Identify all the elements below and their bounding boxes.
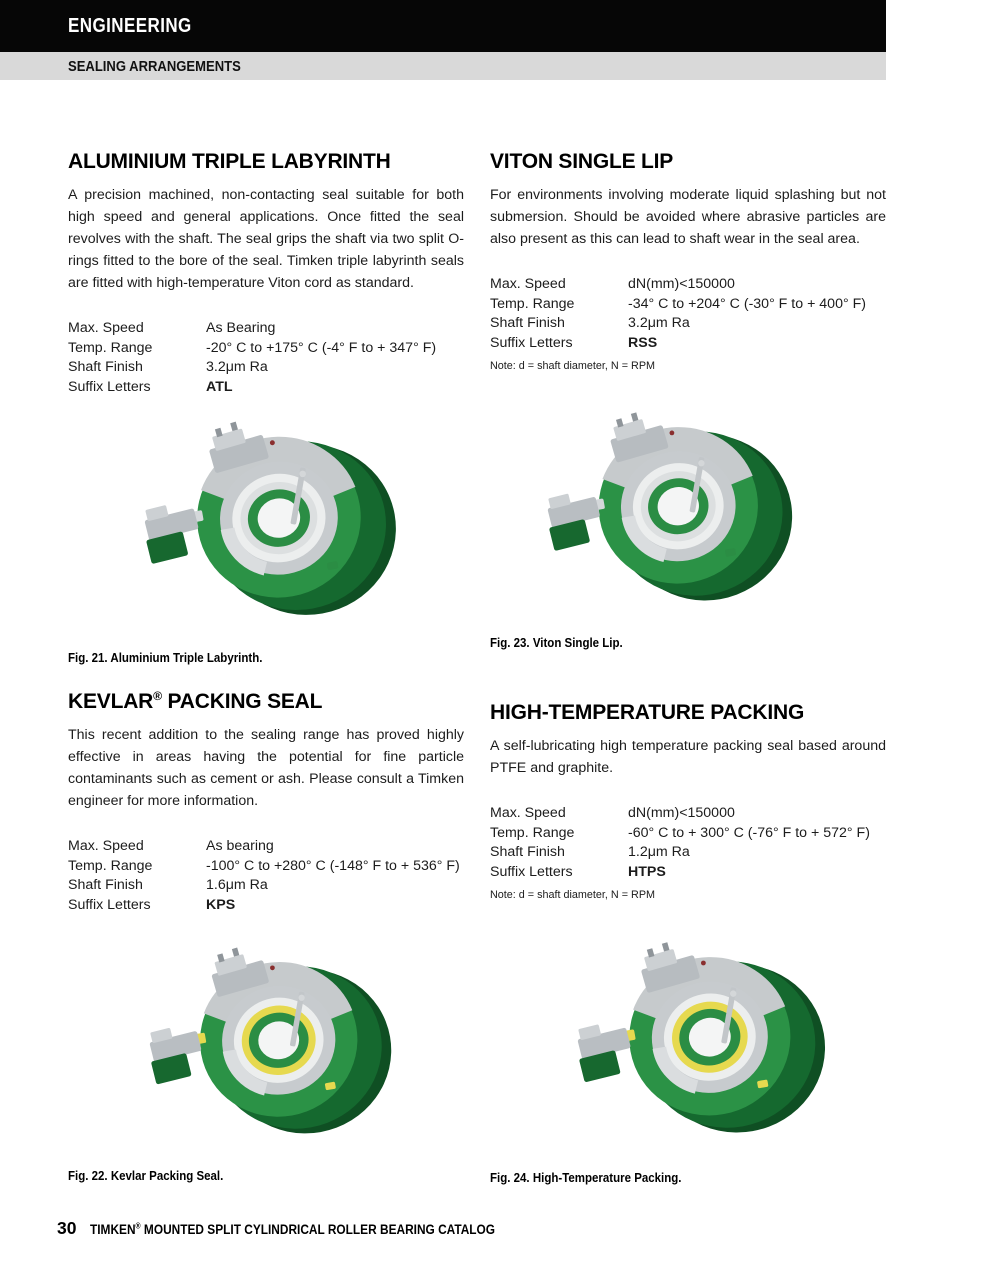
spec-value-max-speed: dN(mm)<150000 (628, 276, 735, 292)
seal-render-aluminium-triple-labyrinth (143, 404, 405, 642)
figure-caption-22: Fig. 22. Kevlar Packing Seal. (68, 1169, 224, 1183)
spec-row-suffix-letters (68, 896, 464, 916)
spec-row-temp-range (490, 295, 886, 315)
spec-value-suffix-letters: ATL (206, 378, 233, 395)
section-viton-single-lip (490, 150, 886, 372)
seal-render-high-temperature-packing (576, 922, 834, 1162)
figure-caption-23: Fig. 23. Viton Single Lip. (490, 636, 623, 650)
spec-row-suffix-letters (68, 378, 464, 398)
spec-row-temp-range (68, 339, 464, 359)
spec-value-suffix-letters: KPS (206, 896, 236, 913)
spec-row-max-speed (68, 837, 464, 857)
spec-label-temp-range: Temp. Range (490, 824, 575, 841)
spec-table (68, 319, 464, 397)
spec-label-shaft-finish: Shaft Finish (68, 877, 143, 893)
header-bar (0, 0, 886, 52)
spec-value-shaft-finish: 3.2μm Ra (206, 359, 268, 375)
spec-label-max-speed: Max. Speed (490, 276, 566, 292)
spec-label-suffix-letters: Suffix Letters (490, 334, 573, 351)
spec-row-suffix-letters (490, 334, 886, 354)
page-title: ENGINEERING (68, 15, 192, 37)
subheader-bar (0, 52, 886, 80)
spec-row-max-speed (490, 804, 886, 824)
page-subtitle: SEALING ARRANGEMENTS (68, 59, 241, 75)
section-high-temperature-packing (490, 701, 886, 901)
spec-value-temp-range: -20° C to +175° C (-4° F to + 347° F) (206, 339, 437, 356)
spec-value-suffix-letters: HTPS (628, 863, 666, 880)
spec-table (490, 275, 886, 353)
spec-value-max-speed: As Bearing (206, 320, 276, 336)
spec-label-shaft-finish: Shaft Finish (68, 359, 143, 375)
spec-value-suffix-letters: RSS (628, 334, 658, 351)
figure-caption-21: Fig. 21. Aluminium Triple Labyrinth. (68, 651, 263, 665)
spec-table (68, 837, 464, 915)
spec-value-temp-range: -100° C to +280° C (-148° F to + 536° F) (206, 857, 460, 874)
spec-row-temp-range (490, 824, 886, 844)
spec-value-shaft-finish: 1.2μm Ra (628, 844, 690, 860)
spec-table (490, 804, 886, 882)
figure-caption-24: Fig. 24. High-Temperature Packing. (490, 1171, 682, 1185)
spec-value-temp-range: -34° C to +204° C (-30° F to + 400° F) (628, 295, 866, 312)
spec-label-temp-range: Temp. Range (68, 339, 153, 356)
section-title: ALUMINIUM TRIPLE LABYRINTH (68, 150, 391, 173)
section-description: This recent addition to the sealing range has proved highly effective in areas having the potential for fine particle contaminants such as cement or ash. Please consult a Timken engineer for more information. (68, 727, 464, 809)
spec-row-shaft-finish (68, 876, 464, 896)
seal-render-kevlar-packing-seal (148, 926, 400, 1164)
spec-label-shaft-finish: Shaft Finish (490, 844, 565, 860)
spec-label-temp-range: Temp. Range (490, 295, 575, 312)
section-aluminium-triple-labyrinth (68, 150, 464, 397)
spec-row-temp-range (68, 857, 464, 877)
section-description: A self-lubricating high temperature packing seal based around PTFE and graphite. (490, 738, 886, 776)
seal-render-viton-single-lip (546, 396, 801, 626)
section-title: KEVLAR® PACKING SEAL (68, 689, 323, 713)
spec-row-suffix-letters (490, 863, 886, 883)
section-title: VITON SINGLE LIP (490, 150, 674, 173)
spec-note: Note: d = shaft diameter, N = RPM (490, 360, 656, 372)
spec-label-max-speed: Max. Speed (68, 320, 144, 336)
section-description: A precision machined, non-contacting seal suitable for both high speed and general applications. Once fitted the seal revolves with the shaft. The seal grips the shaft via two split O-rings fitted to the bore of the seal. Timken triple labyrinth seals are fitted with high-temperature Viton cord as standard. (68, 187, 464, 291)
spec-note: Note: d = shaft diameter, N = RPM (490, 889, 656, 901)
spec-value-shaft-finish: 3.2μm Ra (628, 315, 690, 331)
page-number: 30 (57, 1218, 77, 1238)
spec-label-shaft-finish: Shaft Finish (490, 315, 565, 331)
spec-value-max-speed: As bearing (206, 838, 274, 854)
spec-label-suffix-letters: Suffix Letters (490, 863, 573, 880)
spec-row-max-speed (68, 319, 464, 339)
spec-value-max-speed: dN(mm)<150000 (628, 805, 735, 821)
spec-row-shaft-finish (68, 358, 464, 378)
spec-row-max-speed (490, 275, 886, 295)
spec-row-shaft-finish (490, 314, 886, 334)
catalog-title: TIMKEN® MOUNTED SPLIT CYLINDRICAL ROLLER BEARING CATALOG (90, 1221, 496, 1237)
section-description: For environments involving moderate liquid splashing but not submersion. Should be avoided where abrasive particles are also present as this can lead to shaft wear in the seal area. (490, 187, 886, 247)
section-title: HIGH-TEMPERATURE PACKING (490, 701, 805, 724)
spec-value-temp-range: -60° C to + 300° C (-76° F to + 572° F) (628, 824, 870, 841)
spec-label-max-speed: Max. Speed (490, 805, 566, 821)
spec-row-shaft-finish (490, 843, 886, 863)
page-footer (57, 1218, 551, 1239)
spec-label-max-speed: Max. Speed (68, 838, 144, 854)
spec-label-temp-range: Temp. Range (68, 857, 153, 874)
spec-label-suffix-letters: Suffix Letters (68, 896, 151, 913)
spec-value-shaft-finish: 1.6μm Ra (206, 877, 268, 893)
section-kevlar-packing-seal (68, 690, 464, 915)
spec-label-suffix-letters: Suffix Letters (68, 378, 151, 395)
